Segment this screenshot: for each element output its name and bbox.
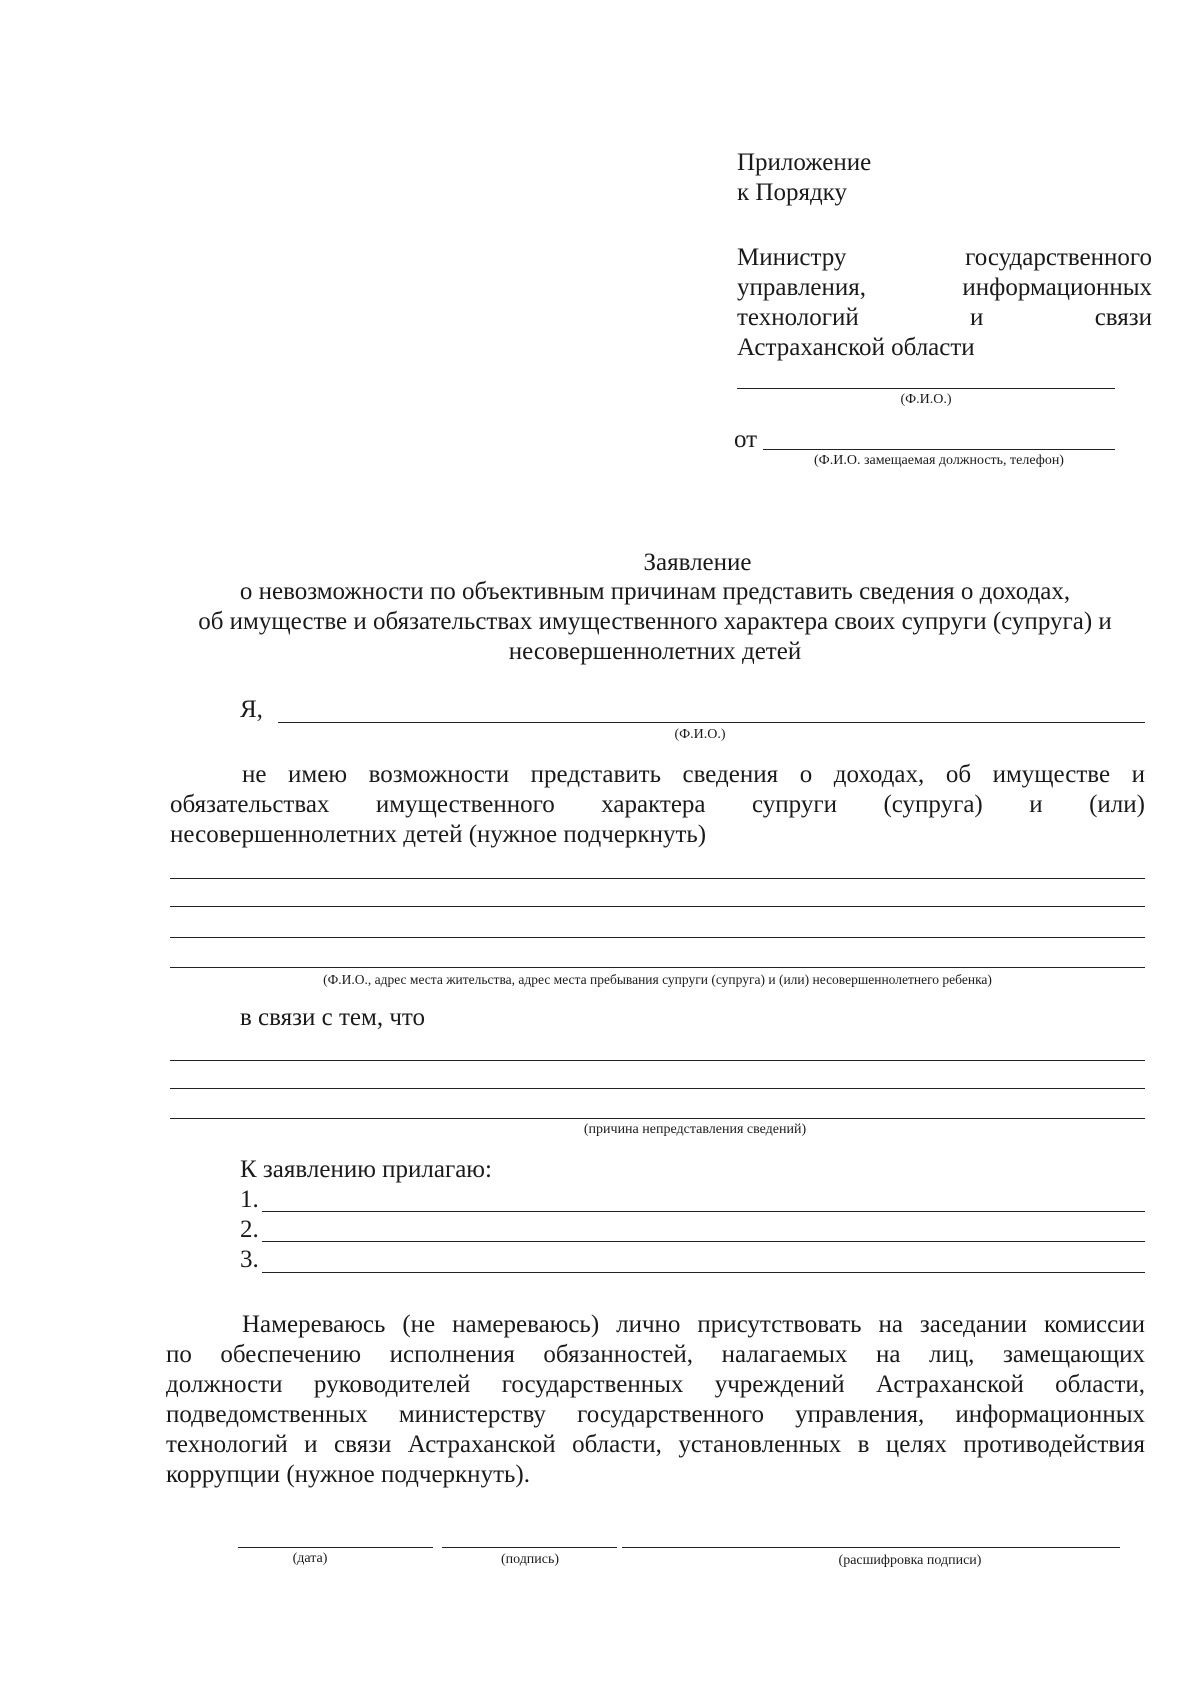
paragraph-intention: Намереваюсь (не намереваюсь) лично присутствовать на заседании комиссии по обеспечению исполнения обязанностей, налагаемых на лиц, замещающих должности руководителей государственных учреждений Астраханской области, подведомственных министерству государственного управления, информационных технологий и связи Астраханской области, установленных в целях противодействия коррупции (нужное подчеркнуть). xyxy=(166,1311,1145,1488)
reason-field-line[interactable] xyxy=(170,1118,1145,1119)
reason-caption: (причина непредставления сведений) xyxy=(583,1122,807,1137)
persons-caption: (Ф.И.О., адрес места жительства, адрес места пребывания супруги (супруга) и (или) несовершеннолетнего ребенка) xyxy=(323,972,992,987)
i-label: Я, xyxy=(240,696,263,723)
applicant-fio-field[interactable] xyxy=(278,722,1145,723)
attachment-field[interactable] xyxy=(262,1272,1145,1273)
attachment-field[interactable] xyxy=(262,1211,1145,1212)
persons-field-line[interactable] xyxy=(170,967,1145,968)
appendix-title xyxy=(737,148,871,208)
attachments-label: К заявлению прилагаю: xyxy=(240,1156,492,1183)
signature-decode-caption: (расшифровка подписи) xyxy=(838,1553,982,1568)
persons-field-line[interactable] xyxy=(170,878,1145,879)
appendix-line: к Порядку xyxy=(737,179,847,206)
paragraph-no-possibility: не имею возможности представить сведения о доходах, об имуществе и обязательствах имущественного характера супруги (супруга) и (или) несовершеннолетних детей (нужное подчеркнуть) xyxy=(170,761,1145,848)
attachment-number: 2. xyxy=(240,1216,259,1243)
attachment-field[interactable] xyxy=(262,1241,1145,1242)
addressee-line: технологий и связи xyxy=(737,304,1153,331)
persons-field-line[interactable] xyxy=(170,906,1145,907)
attachment-number: 1. xyxy=(240,1186,259,1213)
persons-field-line[interactable] xyxy=(170,937,1145,938)
from-label: от xyxy=(734,426,758,453)
fio-caption: (Ф.И.О.) xyxy=(900,392,952,407)
applicant-fio-caption: (Ф.И.О.) xyxy=(674,727,726,742)
date-field[interactable] xyxy=(238,1547,433,1548)
document-heading: Заявление xyxy=(643,549,752,576)
from-caption: (Ф.И.О. замещаемая должность, телефон) xyxy=(814,453,1064,468)
reason-label: в связи с тем, что xyxy=(240,1004,425,1031)
document-subtitle: о невозможности по объективным причинам представить сведения о доходах, об имуществе и обязательствах имущественного характера своих супруги (супруга) и несовершеннолетних детей xyxy=(198,578,1112,665)
signature-caption: (подпись) xyxy=(500,1552,560,1567)
addressee-line: Астраханской области xyxy=(737,334,975,361)
addressee-block xyxy=(737,243,1152,363)
attachment-number: 3. xyxy=(240,1246,259,1273)
signature-decode-field[interactable] xyxy=(622,1547,1120,1548)
reason-field-line[interactable] xyxy=(170,1088,1145,1089)
date-caption: (дата) xyxy=(292,1551,328,1566)
appendix-line: Приложение xyxy=(737,149,872,176)
addressee-line: Министру государственного xyxy=(737,244,1152,271)
addressee-line: управления, информационных xyxy=(737,274,1152,301)
from-field[interactable] xyxy=(763,449,1115,450)
reason-field-line[interactable] xyxy=(170,1060,1145,1061)
signature-field[interactable] xyxy=(442,1547,617,1548)
addressee-fio-field[interactable] xyxy=(737,388,1115,389)
